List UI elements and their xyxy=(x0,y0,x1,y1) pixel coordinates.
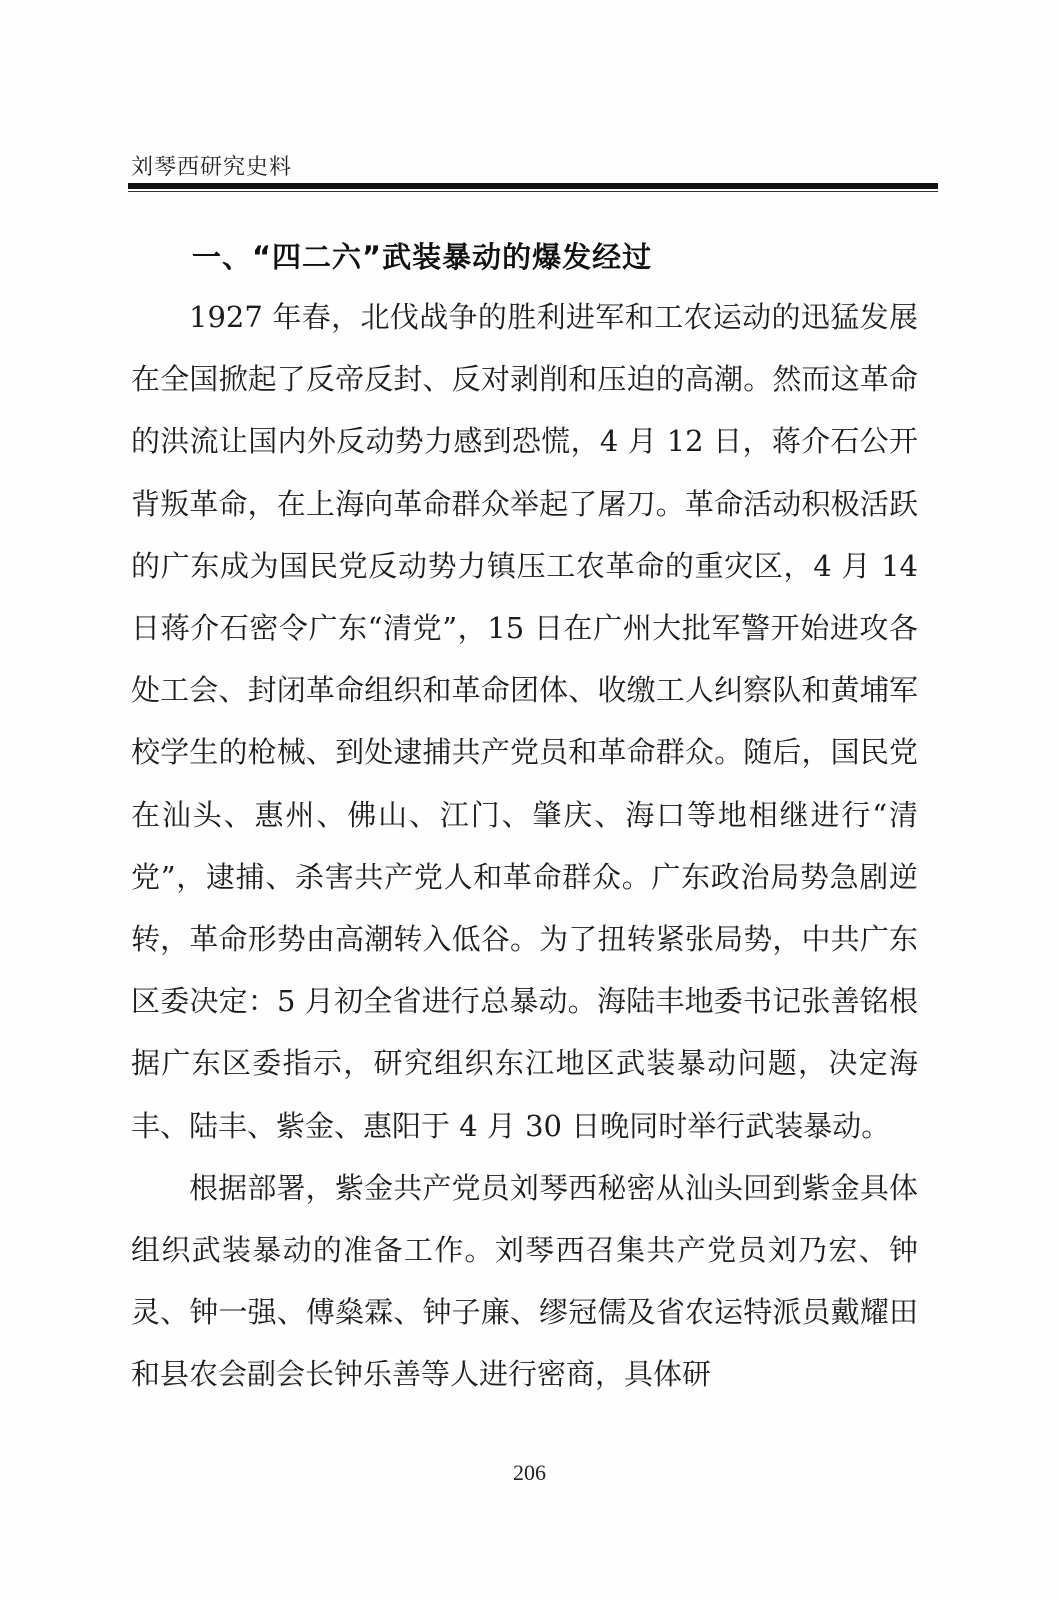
paragraph: 1927 年春，北伐战争的胜利进军和工农运动的迅猛发展在全国掀起了反帝反封、反对剥削和压迫的高潮。然而这革命的洪流让国内外反动势力感到恐慌，4 月 12 日，蒋介石公开背叛革命，在上海向革命群众举起了屠刀。革命活动积极活跃的广东成为国民党反动势力镇压工农革命的重灾区，4 月 14 日蒋介石密令广东“清党”，15 日在广州大批军警开始进攻各处工会、封闭革命组织和革命团体、收缴工人纠察队和黄埔军校学生的枪械、到处逮捕共产党员和革命群众。随后，国民党在汕头、惠州、佛山、江门、肇庆、海口等地相继进行“清党”，逮捕、杀害共产党人和革命群众。广东政治局势急剧逆转，革命形势由高潮转入低谷。为了扭转紧张局势，中共广东区委决定：5 月初全省进行总暴动。海陆丰地委书记张善铭根据广东区委指示，研究组织东江地区武装暴动问题，决定海丰、陆丰、紫金、惠阳于 4 月 30 日晚同时举行武装暴动。 xyxy=(131,300,918,1143)
paragraph: 根据部署，紫金共产党员刘琴西秘密从汕头回到紫金具体组织武装暴动的准备工作。刘琴西召集共产党员刘乃宏、钟灵、钟一强、傅燊霖、钟子廉、缪冠儒及省农运特派员戴耀田和县农会副会长钟乐善等人进行密商，具体研 xyxy=(131,1170,918,1392)
body-text xyxy=(131,286,918,1406)
header-rule-thin xyxy=(128,191,938,192)
section-title: 一、“四二六”武装暴动的爆发经过 xyxy=(192,240,653,274)
header-rule-thick xyxy=(128,183,938,189)
page-number: 206 xyxy=(513,1460,546,1485)
running-header: 刘琴西研究史料 xyxy=(131,155,293,180)
